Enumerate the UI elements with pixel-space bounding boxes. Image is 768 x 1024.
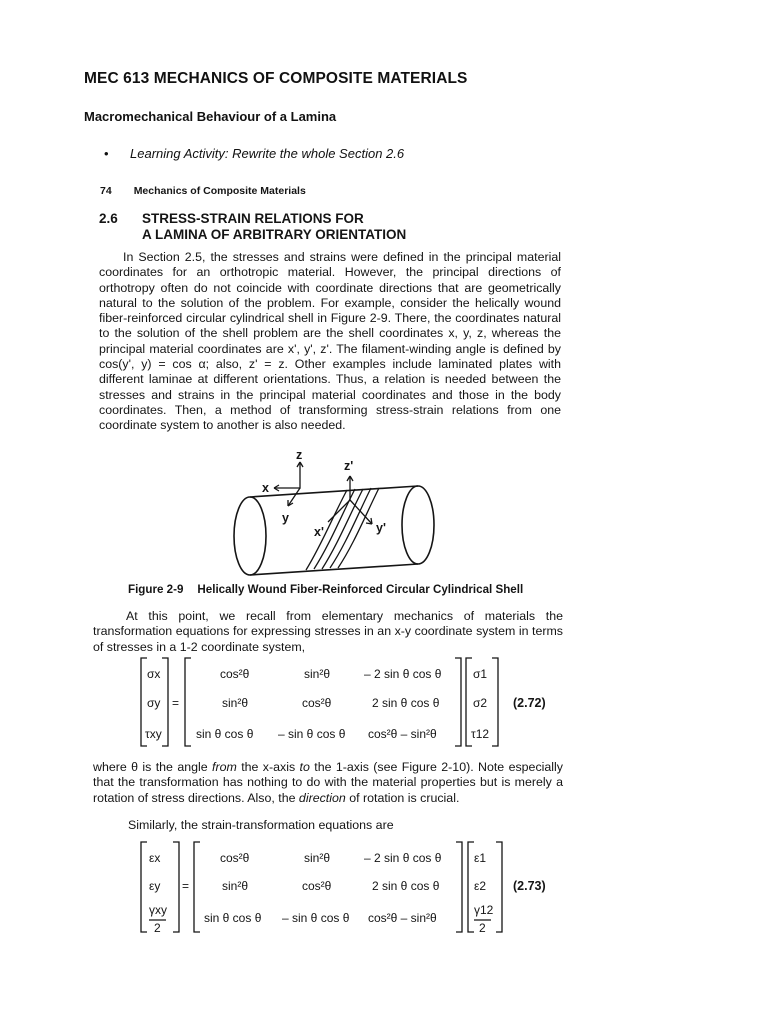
para3-direction: direction	[298, 790, 346, 805]
matrix-cell: cos²θ – sin²θ	[368, 727, 437, 741]
para3-text-b: the x-axis	[236, 760, 300, 774]
matrix-cell: sin θ cos θ	[196, 727, 254, 741]
section-title	[142, 211, 406, 243]
axis-label-x-prime: x'	[314, 525, 324, 539]
matrix-cell: – sin θ cos θ	[282, 911, 350, 925]
axis-label-y: y	[282, 511, 289, 525]
matrix-cell: cos²θ	[220, 667, 250, 681]
lhs-sigma-y: σy	[147, 696, 161, 710]
matrix-cell: sin²θ	[304, 667, 331, 681]
learning-activity-bullet	[104, 146, 404, 161]
strain-transformation-equation	[136, 840, 576, 936]
document-subtitle: Macromechanical Behaviour of a Lamina	[84, 109, 337, 124]
lhs-tau-xy: τxy	[145, 727, 162, 741]
equation-number: (2.72)	[513, 696, 546, 710]
matrix-cell: cos²θ	[302, 879, 332, 893]
helical-shell-figure	[222, 448, 444, 580]
para3-text-d: of rotation is crucial.	[345, 790, 460, 805]
section-paragraph-1: In Section 2.5, the stresses and strains were defined in the principal material coordinates for an orthotropic material. However, the principal directions of orthotropy often do not coincide with coordinate directions that are geometrically natural to the solution of the problem. For example, consider the helically wound fiber-reinforced circular cylindrical shell in Figure 2-9. There, the coordinates natural to the solution of the shell problem are the shell coordinates x, y, z, whereas the principal material coordinates are x', y', z'. The filament-winding angle is defined by cos(y', y) = cos α; also, z' = z. Other examples include laminated plates with different laminae at different orientations. Thus, a relation is needed between the stresses and strains in the principal material coordinates and those in the body coordinates. Then, a method of transforming stress-strain relations from one coordinate system to another is also needed.	[99, 250, 561, 433]
document-title: MEC 613 MECHANICS OF COMPOSITE MATERIALS	[84, 70, 468, 87]
rhs-epsilon-2: ε2	[474, 879, 487, 893]
para3-from: from	[212, 760, 237, 774]
bullet-icon: •	[104, 146, 109, 161]
equals-sign: =	[172, 696, 180, 710]
rhs-sigma-2: σ2	[473, 696, 488, 710]
matrix-cell: cos²θ	[220, 851, 250, 865]
matrix-cell: 2 sin θ cos θ	[372, 696, 440, 710]
matrix-cell: sin θ cos θ	[204, 911, 262, 925]
matrix-cell: – 2 sin θ cos θ	[364, 667, 442, 681]
lhs-epsilon-y: εy	[149, 879, 161, 893]
rhs-sigma-1: σ1	[473, 667, 488, 681]
section-title-line-2: A LAMINA OF ARBITRARY ORIENTATION	[142, 227, 407, 242]
axis-label-z: z	[296, 448, 303, 462]
book-title: Mechanics of Composite Materials	[133, 185, 306, 197]
axis-label-x: x	[262, 481, 269, 495]
figure-caption	[128, 583, 523, 596]
section-paragraph-4: Similarly, the strain-transformation equations are	[128, 818, 394, 832]
matrix-cell: sin²θ	[222, 879, 249, 893]
figure-caption-text: Helically Wound Fiber-Reinforced Circular Cylindrical Shell	[197, 583, 524, 596]
rhs-epsilon-1: ε1	[474, 851, 487, 865]
figure-caption-number: Figure 2-9	[128, 583, 184, 596]
axis-label-y-prime: y'	[376, 521, 386, 535]
stress-transformation-equation	[136, 656, 576, 748]
section-title-line-1: STRESS-STRAIN RELATIONS FOR	[142, 211, 364, 226]
equation-number: (2.73)	[513, 879, 546, 893]
rhs-gamma-12: γ12	[474, 903, 494, 917]
lhs-denominator: 2	[154, 921, 161, 935]
matrix-cell: sin²θ	[222, 696, 249, 710]
scan-running-header	[100, 185, 306, 197]
matrix-cell: 2 sin θ cos θ	[372, 879, 440, 893]
para3-to: to	[299, 760, 310, 774]
section-paragraph-3	[93, 760, 563, 806]
matrix-cell: – 2 sin θ cos θ	[364, 851, 442, 865]
axis-label-z-prime: z'	[344, 459, 354, 473]
learning-activity-text: Learning Activity: Rewrite the whole Section 2.6	[130, 146, 405, 161]
matrix-cell: cos²θ	[302, 696, 332, 710]
lhs-epsilon-x: εx	[149, 851, 161, 865]
matrix-cell: cos²θ – sin²θ	[368, 911, 437, 925]
para3-text-c: the 1-axis (see Figure 2-10). Note especially that the transformation has nothing to do with the material properties but is merely a rotation of stress directions. Also, the	[93, 760, 563, 805]
matrix-cell: sin²θ	[304, 851, 331, 865]
page-number: 74	[100, 185, 112, 197]
rhs-tau-12: τ12	[471, 727, 490, 741]
shell-axes	[274, 462, 303, 506]
lhs-sigma-x: σx	[147, 667, 161, 681]
rhs-denominator: 2	[479, 921, 486, 935]
equals-sign: =	[182, 879, 190, 893]
para3-text-a: where θ is the angle	[93, 760, 213, 774]
section-number: 2.6	[99, 211, 118, 226]
section-paragraph-2: At this point, we recall from elementary mechanics of materials the transformation equations for expressing stresses in an x-y coordinate system in terms of stresses in a 1-2 coordinate system,	[93, 609, 563, 654]
matrix-cell: – sin θ cos θ	[278, 727, 346, 741]
lhs-gamma-xy: γxy	[149, 903, 167, 917]
